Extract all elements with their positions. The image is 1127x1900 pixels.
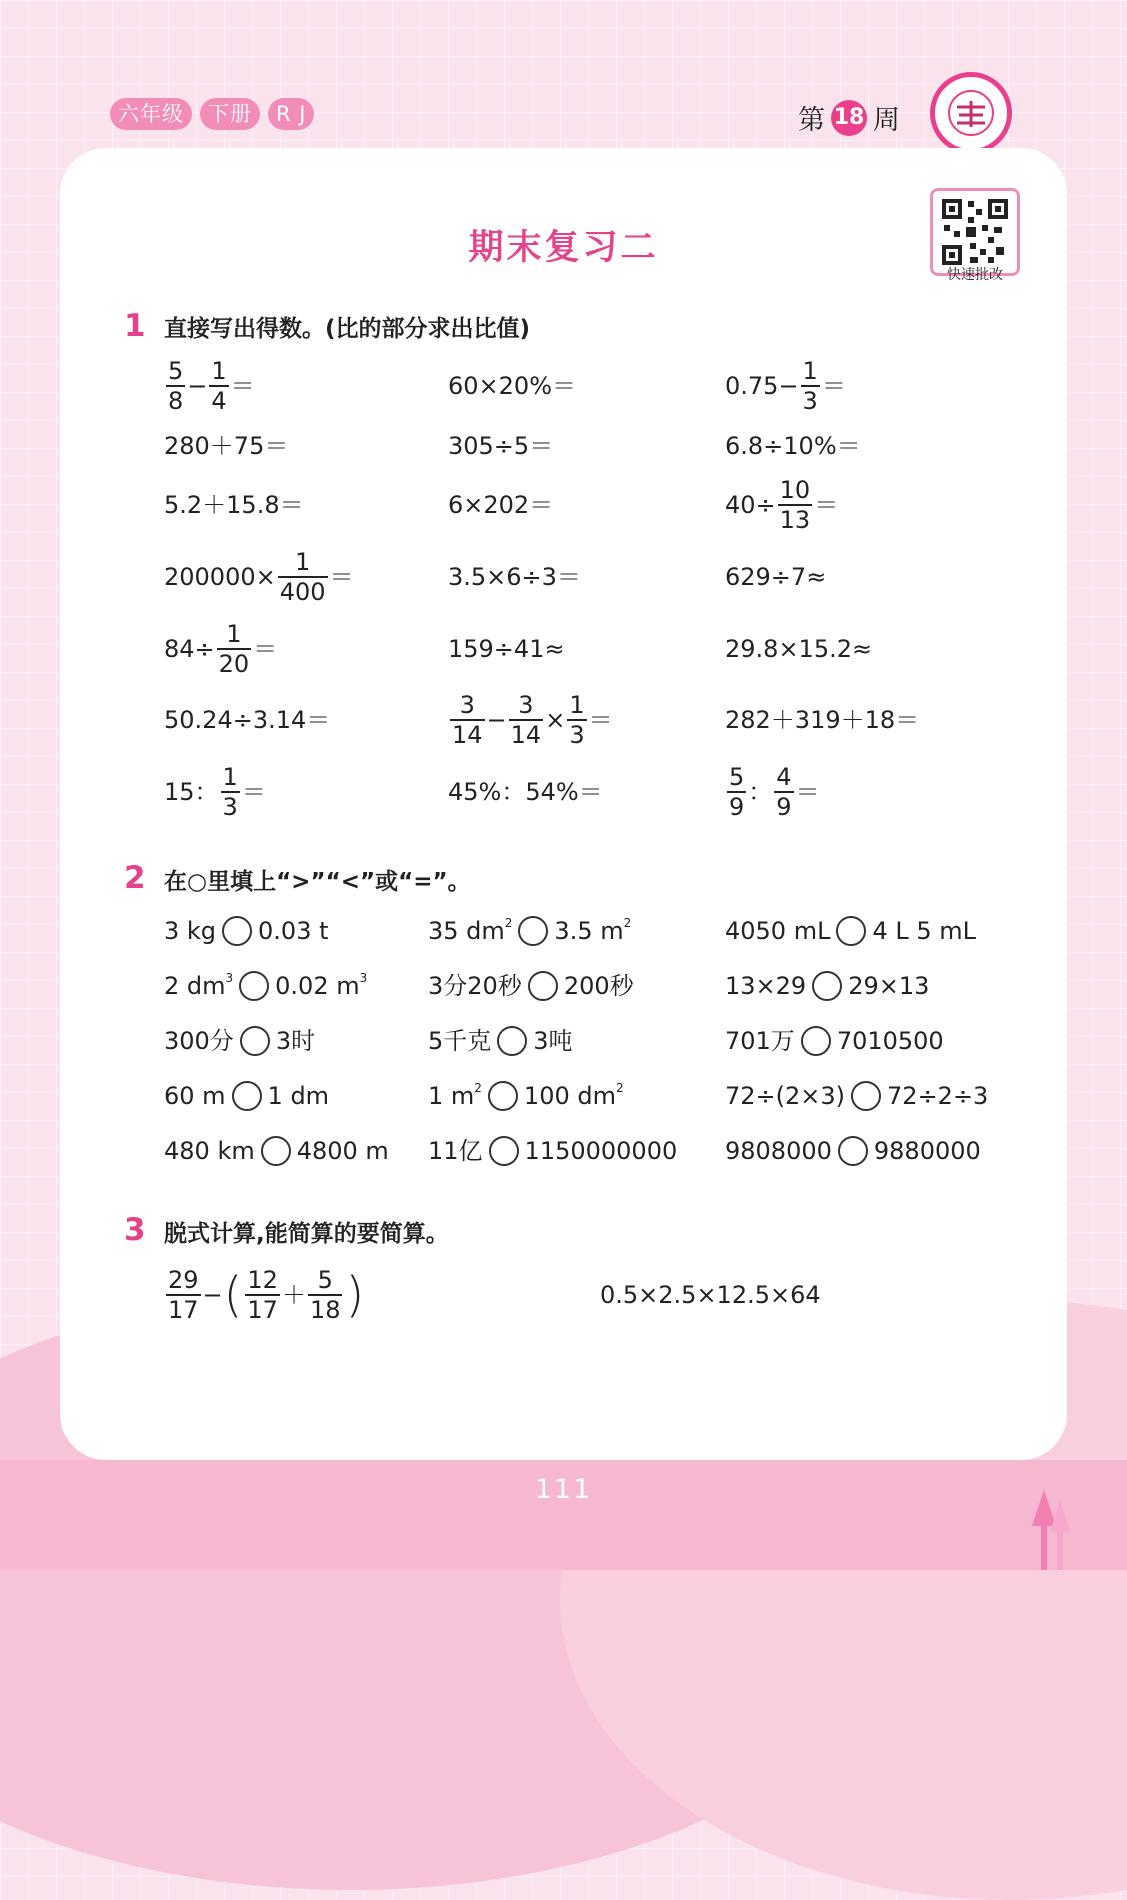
comparison-item: 1 m $^2$ 100 dm $^2$ [428,1081,624,1110]
denominator: 3 [569,721,585,749]
expression-prefix: 84÷ [164,635,215,663]
fraction [727,763,746,821]
section1-title: 直接写出得数。(比的部分求出比值) [164,316,531,342]
comparison-item [164,1026,315,1056]
problem-r5c3: 29.8×15.2≈ [725,635,873,663]
comparison-right: 3.5 m [554,917,624,945]
comparison-left: 72÷(2×3) [725,1082,846,1110]
denominator: 4 [211,387,227,415]
comparison-left: 300分 [164,1027,234,1055]
comparison-left: 3分20秒 [428,972,522,1000]
comparison-right: 3时 [275,1027,316,1055]
comparison-item [725,1026,944,1056]
problem-r2c3: 6.8÷10%＝ [725,432,861,460]
problem-r7c1 [164,763,266,821]
denominator: 17 [247,1296,278,1324]
grade-tags [110,98,314,130]
answer-circle[interactable] [497,1026,527,1056]
problem-r1c1 [164,357,255,415]
operator: − [202,1281,223,1309]
qr-code[interactable] [930,188,1020,276]
comparison-left: 480 km [164,1137,255,1165]
operator: × [545,706,566,734]
denominator: 20 [218,650,250,678]
answer-circle[interactable] [528,971,558,1001]
comparison-left: 5千克 [428,1027,492,1055]
week-suffix: 周 [873,105,900,136]
answer-circle[interactable] [240,1026,270,1056]
numerator: 10 [779,476,811,504]
comparison-right: 3吨 [533,1027,573,1055]
numerator: 29 [168,1266,199,1294]
denominator: 14 [452,721,483,749]
problem-r1c2: 60×20%＝ [448,372,576,400]
answer-circle[interactable] [222,916,252,946]
equals: ＝ [588,706,613,734]
numerator: 3 [459,691,475,719]
problem-r7c3 [725,763,820,821]
numerator: 1 [295,548,311,576]
comparison-left: 1 m [428,1082,475,1110]
comparison-right: 0.03 t [258,917,329,945]
operator: − [486,706,507,734]
week-prefix: 第 [798,105,825,136]
comparison-left: 11亿 [428,1137,483,1165]
comparison-left: 4050 mL [725,917,831,945]
qr-code-icon [940,197,1010,267]
numerator: 5 [317,1266,333,1294]
fraction [778,476,813,534]
fraction [209,357,228,415]
numerator: 1 [222,763,238,791]
calculation-2: 0.5×2.5×12.5×64 [600,1281,821,1309]
problem-r4c1 [164,548,354,606]
week-number: 18 [831,100,867,136]
qr-label: 快速批改 [947,267,1003,283]
fraction [166,357,185,415]
denominator: 13 [779,506,811,534]
comparison-item [164,1136,389,1166]
problem-r4c3: 629÷7≈ [725,563,827,591]
numerator: 3 [518,691,534,719]
comparison-right: 0.02 m [275,972,360,1000]
equals: ＝ [814,491,839,519]
numerator: 5 [168,357,184,385]
comparison-item: 35 dm $^2$ 3.5 m $^2$ [428,916,632,945]
problem-r3c1: 5.2＋15.8＝ [164,491,304,519]
comparison-left: 35 dm [428,917,505,945]
grade-tag: 六年级 [110,98,192,130]
left-parenthesis: ( [223,1267,243,1323]
comparison-right: 200秒 [563,972,634,1000]
comparison-item [428,1136,677,1166]
denominator: 8 [168,387,184,415]
comparison-right: 72÷2÷3 [887,1082,989,1110]
comparison-item: 2 dm $^3$ 0.02 m $^3$ [164,971,368,1000]
denominator: 14 [510,721,542,749]
comparison-right: 1150000000 [524,1137,678,1165]
comparison-left: 13×29 [725,972,807,1000]
comparison-left: 60 m [164,1082,226,1110]
answer-circle[interactable] [518,916,548,946]
fraction [308,1266,343,1324]
comparison-right: 29×13 [848,972,930,1000]
comparison-left: 3 kg [164,917,217,945]
answer-circle[interactable] [812,971,842,1001]
fraction [221,763,240,821]
answer-circle[interactable] [836,916,866,946]
denominator: 3 [222,793,238,821]
problem-r5c1 [164,620,277,678]
fraction [217,620,252,678]
answer-circle[interactable] [489,1136,519,1166]
numerator: 4 [776,763,792,791]
numerator: 1 [226,620,242,648]
volume-tag: 下册 [200,98,260,130]
problem-r3c3 [725,476,838,534]
section1-number: 1 [124,308,146,344]
fraction [509,691,544,749]
answer-circle[interactable] [239,971,269,1001]
fraction [278,548,328,606]
operator: ： [748,778,773,806]
problem-r1c3 [725,357,846,415]
comparison-left: 9808000 [725,1137,832,1165]
comparison-item [725,971,929,1001]
equals: ＝ [230,372,255,400]
problem-r7c2: 45%：54%＝ [448,778,603,806]
denominator: 3 [802,387,818,415]
problem-r5c2: 159÷41≈ [448,635,565,663]
comparison-item [725,1136,981,1166]
answer-circle[interactable] [801,1026,831,1056]
section3-title: 脱式计算,能简算的要简算。 [164,1221,449,1247]
numerator: 1 [569,691,585,719]
denominator: 18 [309,1296,341,1324]
edition-tag: R J [268,98,314,130]
comparison-item [428,1026,573,1056]
problem-r4c2: 3.5×6÷3＝ [448,563,581,591]
denominator: 17 [168,1296,199,1324]
problem-r6c3: 282＋319＋18＝ [725,706,920,734]
problem-r6c2 [448,691,613,749]
right-parenthesis: ) [345,1267,365,1323]
fraction [567,691,586,749]
comparison-item [725,1081,988,1111]
equals: ＝ [253,635,278,663]
expression-prefix: 200000× [164,563,276,591]
problem-r6c1: 50.24÷3.14＝ [164,706,331,734]
equals: ＝ [329,563,354,591]
answer-circle[interactable] [851,1081,881,1111]
comparison-right: 4 L 5 mL [872,917,977,945]
expression-prefix: 40÷ [725,491,776,519]
week-indicator [798,98,900,137]
arrow-decoration-icon [1028,1490,1078,1570]
answer-circle[interactable] [261,1136,291,1166]
numerator: 5 [729,763,745,791]
fraction [774,763,793,821]
operator: ＋ [281,1281,306,1309]
comparison-left: 2 dm [164,972,226,1000]
comparison-item [164,1081,329,1111]
equals: ＝ [821,372,846,400]
comparison-item [164,916,329,946]
brand-seal-icon [945,87,997,139]
comparison-right: 4800 m [296,1137,389,1165]
section3-number: 3 [124,1212,146,1248]
numerator: 1 [211,357,227,385]
equals: ＝ [241,778,266,806]
section2-number: 2 [124,860,146,896]
answer-circle[interactable] [232,1081,262,1111]
comparison-left: 701万 [725,1027,795,1055]
problem-r2c2: 305÷5＝ [448,432,554,460]
answer-circle[interactable] [838,1136,868,1166]
comparison-right: 7010500 [836,1027,944,1055]
comparison-right: 1 dm [267,1082,330,1110]
equals: ＝ [795,778,820,806]
page-title: 期末复习二 [468,228,659,268]
denominator: 400 [279,578,326,606]
answer-circle[interactable] [488,1081,518,1111]
brand-logo [930,72,1012,154]
problem-r3c2: 6×202＝ [448,491,554,519]
page-number: 111 [534,1474,593,1505]
fraction [245,1266,280,1324]
comparison-right: 100 dm [523,1082,616,1110]
expression-prefix: 15： [164,778,219,806]
section2-title: 在○里填上“>”“<”或“=”。 [164,869,471,895]
problem-r2c1: 280＋75＝ [164,432,289,460]
comparison-item [725,916,976,946]
numerator: 12 [247,1266,278,1294]
operator: − [187,372,208,400]
fraction [450,691,485,749]
calculation-1 [164,1266,365,1324]
denominator: 9 [776,793,792,821]
expression-prefix: 0.75− [725,372,799,400]
comparison-right: 9880000 [873,1137,981,1165]
comparison-item [428,971,634,1001]
fraction [166,1266,201,1324]
fraction [801,357,820,415]
worksheet-card [60,148,1067,1460]
numerator: 1 [802,357,818,385]
denominator: 9 [729,793,745,821]
